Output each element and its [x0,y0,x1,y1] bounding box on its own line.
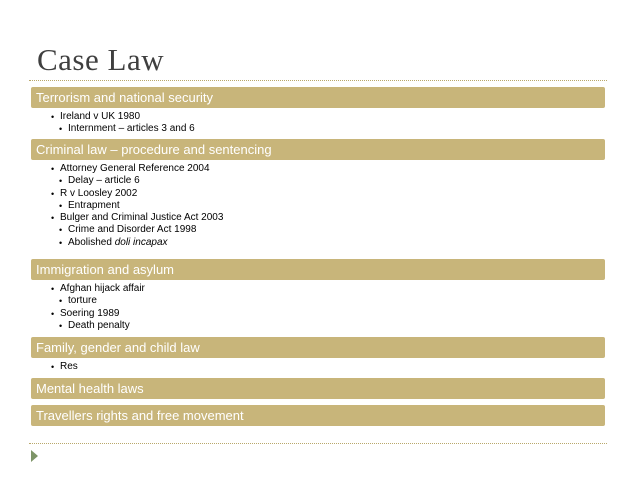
bottom-divider [29,443,607,444]
bullet-icon: • [59,124,63,135]
list-subitem: • torture [59,295,97,307]
list-item: • Soering 1989 [51,307,120,319]
bullet-icon: • [51,213,55,224]
bullet-icon: • [59,176,63,187]
list-subitem: • Entrapment [59,199,120,211]
latin-phrase: doli incapax [114,236,168,248]
section-heading-family-law: Family, gender and child law [31,337,605,358]
bullet-icon: • [59,296,63,307]
bullet-icon: • [59,225,63,236]
slide-title: Case Law [37,42,165,77]
doli-incapax-text: Abolished doli incapax [68,236,168,248]
slide-marker-icon [31,450,38,462]
bullet-icon: • [51,362,55,372]
section-list-criminal-law [0,163,223,249]
list-item: • Bulger and Criminal Justice Act 2003 [51,212,224,224]
bullet-icon: • [59,237,63,248]
bullet-icon: • [51,112,55,122]
bullet-icon: • [51,188,55,199]
bullet-icon: • [51,164,55,174]
list-subitem: • Internment – articles 3 and 6 [59,123,195,135]
list-subitem: • Delay – article 6 [59,175,140,187]
section-heading-terrorism: Terrorism and national security [31,87,605,108]
list-item: • Ireland v UK 1980 [51,111,141,122]
section-list-family-law [0,361,78,373]
list-item: • Attorney General Reference 2004 [51,163,210,174]
list-subitem [0,237,223,249]
bullet-icon: • [59,320,63,331]
list-item: • Res [51,361,78,372]
list-subitem: • Death penalty [59,319,130,331]
section-heading-mental-health: Mental health laws [31,378,605,399]
list-item: • Afghan hijack affair [51,283,145,294]
section-heading-criminal-law: Criminal law – procedure and sentencing [31,139,605,160]
section-heading-travellers-rights: Travellers rights and free movement [31,405,605,426]
bullet-icon: • [51,284,55,294]
bullet-icon: • [51,308,55,319]
list-item: • R v Loosley 2002 [51,187,138,199]
section-list-terrorism [0,111,195,136]
bullet-icon: • [59,200,63,211]
section-list-immigration [0,283,145,332]
title-divider [29,80,607,81]
section-heading-immigration: Immigration and asylum [31,259,605,280]
list-subitem: • Crime and Disorder Act 1998 [59,224,197,236]
